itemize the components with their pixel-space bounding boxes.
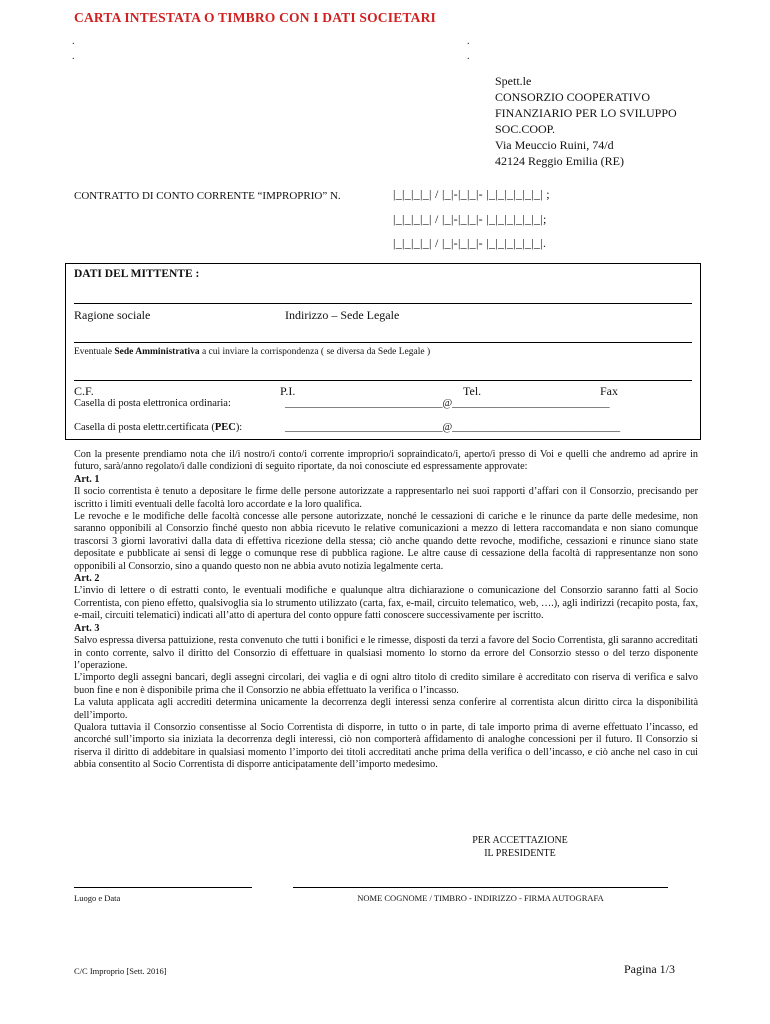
article-3-paragraph: Salvo espressa diversa pattuizione, resta convenuto che tutti i bonifici e le rimesse, disposti da terzi a favore del Socio Correntista, gli saranno accreditati in conto corrente, salvo il diritto del Consorzio di effettuare in qualsiasi momento lo storno da errore del Consorzio stesso o del terzo disponente l’operazione.: [74, 635, 698, 671]
contract-label: CONTRATTO DI CONTO CORRENTE “IMPROPRIO” N.: [74, 190, 341, 202]
article-3-paragraph: La valuta applicata agli accrediti determina unicamente la decorrenza degli interessi senza conferire al correntista alcun diritto circa la disponibilità dell’importo.: [74, 697, 698, 721]
recipient-address: [495, 73, 677, 169]
cf-label: C.F.: [74, 384, 94, 398]
article-2-paragraph: L’invio di lettere o di estratti conto, le eventuali modifiche e qualunque altra dichiarazione o comunicazione del Consorzio saranno fatti al Socio Correntista, con pieno effetto, qualsivoglia sia lo strumento utilizzato (carta, fax, e-mail, circuito telematico, web, ….), agli indirizzi (recapito posta, fax, e-mail, circuiti telematici) indicati all’atto di apertura del conto oppure fatti conoscere successivamente per iscritto.: [74, 585, 698, 622]
document-code: C/C Improprio [Sett. 2016]: [74, 966, 167, 976]
page-number: Pagina 1/3: [624, 962, 675, 976]
pec-field[interactable]: ______________________________@________________________________: [285, 422, 621, 433]
article-1-paragraph: Le revoche e le modifiche delle facoltà concesse alle persone autorizzate, nonché le cessazioni di cariche e le rinunce da parte delle medesime, non saranno opponibili al Consorzio finché questo non abbia ricevuto le relative comunicazioni a mezzo di lettera raccomandata e non siano comunque trascorsi 3 giorni lavorativi dalla data di effettiva ricezione della stessa; ciò anche quando dette revoche, modifiche, cessazioni e rinunce siano state depositate e pubblicate ai sensi di legge o comunque rese di pubblica ragione. Le altre cause di cessazione della facoltà di rappresentanze non sono opponibili al Consorzio, sino a quando questo non ne abbia avuto notizia legalmente certa.: [74, 511, 698, 572]
pec-label: Casella di posta elettr.certificata (PEC):: [74, 422, 243, 433]
place-date-label: Luogo e Data: [74, 893, 121, 903]
article-2-heading: Art. 2: [74, 573, 100, 585]
signature-caption: NOME COGNOME / TIMBRO - INDIRIZZO - FIRMA AUTOGRAFA: [357, 893, 604, 903]
header-dot: .: [72, 51, 75, 62]
recipient-line: SOC.COOP.: [495, 122, 556, 136]
fax-label: Fax: [600, 384, 618, 398]
sede-amministrativa-line[interactable]: [74, 342, 692, 343]
intro-paragraph: Con la presente prendiamo nota che il/i nostro/i conto/i corrente improprio/i sopraindicato/i, aperto/i presso di Voi e quelli che andremo ad aprire in futuro, sarà/anno regolato/i dalle condizioni di seguito riportate, da noi conosciute ed espressamente approvate:: [74, 449, 698, 473]
sede-amministrativa-label: Eventuale Sede Amministrativa a cui inviare la corrispondenza ( se diversa da Sede Legale ): [74, 347, 431, 357]
recipient-line: CONSORZIO COOPERATIVO: [495, 90, 651, 104]
ragione-sociale-line[interactable]: [74, 303, 692, 304]
email-label: Casella di posta elettronica ordinaria:: [74, 398, 231, 409]
acceptance-block: [420, 834, 620, 860]
signature-line[interactable]: [293, 887, 668, 888]
article-1-heading: Art. 1: [74, 473, 100, 485]
article-3-paragraph: Qualora tuttavia il Consorzio consentisse al Socio Correntista di disporre, in tutto o in parte, di tale importo prima di averne effettuato l’incasso, ed ancorché sull’importo sia iniziata la decorrenza degli interessi, ciò non comporterà affidamento di analoghe concessioni per il futuro. Il Consorzio si riserva il diritto di addebitare in qualsiasi momento l’importo dei titoli accreditati anche prima della verifica o dell’incasso, e ciò anche nel caso in cui abbia consentito al Socio Correntista di disporre anticipatamente dell’importo medesimo.: [74, 721, 698, 771]
header-dot: .: [72, 36, 75, 47]
letterhead-title: CARTA INTESTATA O TIMBRO CON I DATI SOCIETARI: [74, 10, 436, 25]
contract-number-field[interactable]: |_|_|_|_| / |_|-|_|_|- |_|_|_|_|_|_|.: [393, 236, 547, 250]
contract-number-field[interactable]: |_|_|_|_| / |_|-|_|_|- |_|_|_|_|_|_|;: [393, 212, 547, 226]
recipient-line: Via Meuccio Ruini, 74/d: [495, 138, 614, 152]
contract-terms: [74, 449, 698, 772]
email-field[interactable]: ______________________________@______________________________: [285, 398, 610, 409]
place-date-line[interactable]: [74, 887, 252, 888]
acceptance-label: PER ACCETTAZIONE: [472, 835, 568, 846]
recipient-line: FINANZIARIO PER LO SVILUPPO: [495, 106, 677, 120]
header-dot: .: [467, 36, 470, 47]
recipient-line: 42124 Reggio Emilia (RE): [495, 154, 624, 168]
recipient-line: Spett.le: [495, 74, 532, 88]
tel-label: Tel.: [463, 384, 482, 398]
pi-label: P.I.: [280, 384, 296, 398]
article-3-paragraph: L’importo degli assegni bancari, degli assegni circolari, dei vaglia e di ogni altro titolo di credito similare è accreditato con riserva di verifica e salvo buon fine e non è disponibile prima che il Consorzio ne abbia effettuato la verifica o l’incasso.: [74, 672, 698, 696]
article-3-heading: Art. 3: [74, 622, 100, 634]
ragione-sociale-label: Ragione sociale: [74, 308, 151, 322]
article-1-paragraph: Il socio correntista è tenuto a depositare le firme delle persone autorizzate a rappresentarlo nei suoi rapporti d’affari con il Consorzio, precisando per iscritto i limiti eventuali delle facoltà loro accordate e la loro qualifica.: [74, 486, 698, 510]
sender-section-title: DATI DEL MITTENTE :: [74, 268, 200, 280]
cf-pi-line[interactable]: [74, 380, 692, 381]
contract-number-field[interactable]: |_|_|_|_| / |_|-|_|_|- |_|_|_|_|_|_| ;: [393, 187, 550, 201]
president-label: IL PRESIDENTE: [484, 848, 556, 859]
indirizzo-label: Indirizzo – Sede Legale: [285, 308, 400, 322]
header-dot: .: [467, 51, 470, 62]
